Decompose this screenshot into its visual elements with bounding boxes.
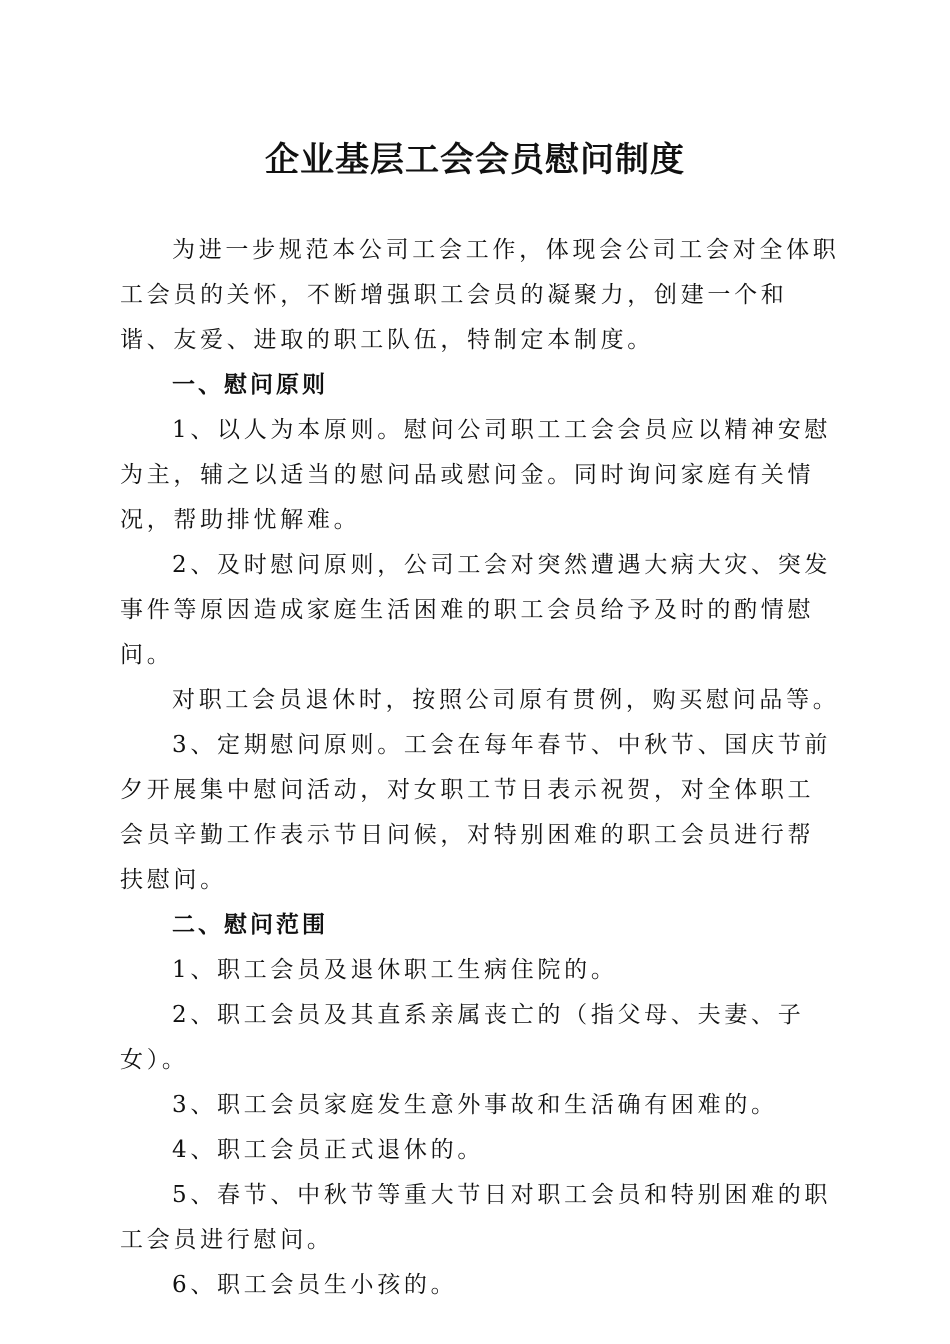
scope-item: 5、春节、中秋节等重大节日对职工会员和特别困难的职工会员进行慰问。 <box>120 1182 832 1253</box>
section-heading-principles: 一、慰问原则 <box>172 372 328 398</box>
principle-item: 3、定期慰问原则。工会在每年春节、中秋节、国庆节前夕开展集中慰问活动，对女职工节日表示祝贺，对全体职工会员辛勤工作表示节日问候，对特别困难的职工会员进行帮扶慰问。 <box>120 732 832 893</box>
scope-item: 1、职工会员及退休职工生病住院的。 <box>172 957 618 983</box>
scope-item: 3、职工会员家庭发生意外事故和生活确有困难的。 <box>172 1092 778 1118</box>
scope-item: 4、职工会员正式退休的。 <box>172 1137 485 1163</box>
principle-item: 对职工会员退休时，按照公司原有贯例，购买慰问品等。 <box>172 687 840 713</box>
principle-item: 2、及时慰问原则，公司工会对突然遭遇大病大灾、突发事件等原因造成家庭生活困难的职工会员给予及时的酌情慰问。 <box>120 552 832 668</box>
intro-paragraph: 为进一步规范本公司工会工作，体现会公司工会对全体职工会员的关怀，不断增强职工会员的凝聚力，创建一个和谐、友爱、进取的职工队伍，特制定本制度。 <box>120 237 840 353</box>
principle-item: 1、以人为本原则。慰问公司职工工会会员应以精神安慰为主，辅之以适当的慰问品或慰问金。同时询问家庭有关情况，帮助排忧解难。 <box>120 417 832 533</box>
document-body <box>120 228 840 1308</box>
section-heading-scope: 二、慰问范围 <box>172 912 328 938</box>
scope-item: 6、职工会员生小孩的。 <box>172 1272 458 1298</box>
document-title: 企业基层工会会员慰问制度 <box>265 140 685 180</box>
scope-item: 2、职工会员及其直系亲属丧亡的（指父母、夫妻、子女）。 <box>120 1002 805 1073</box>
